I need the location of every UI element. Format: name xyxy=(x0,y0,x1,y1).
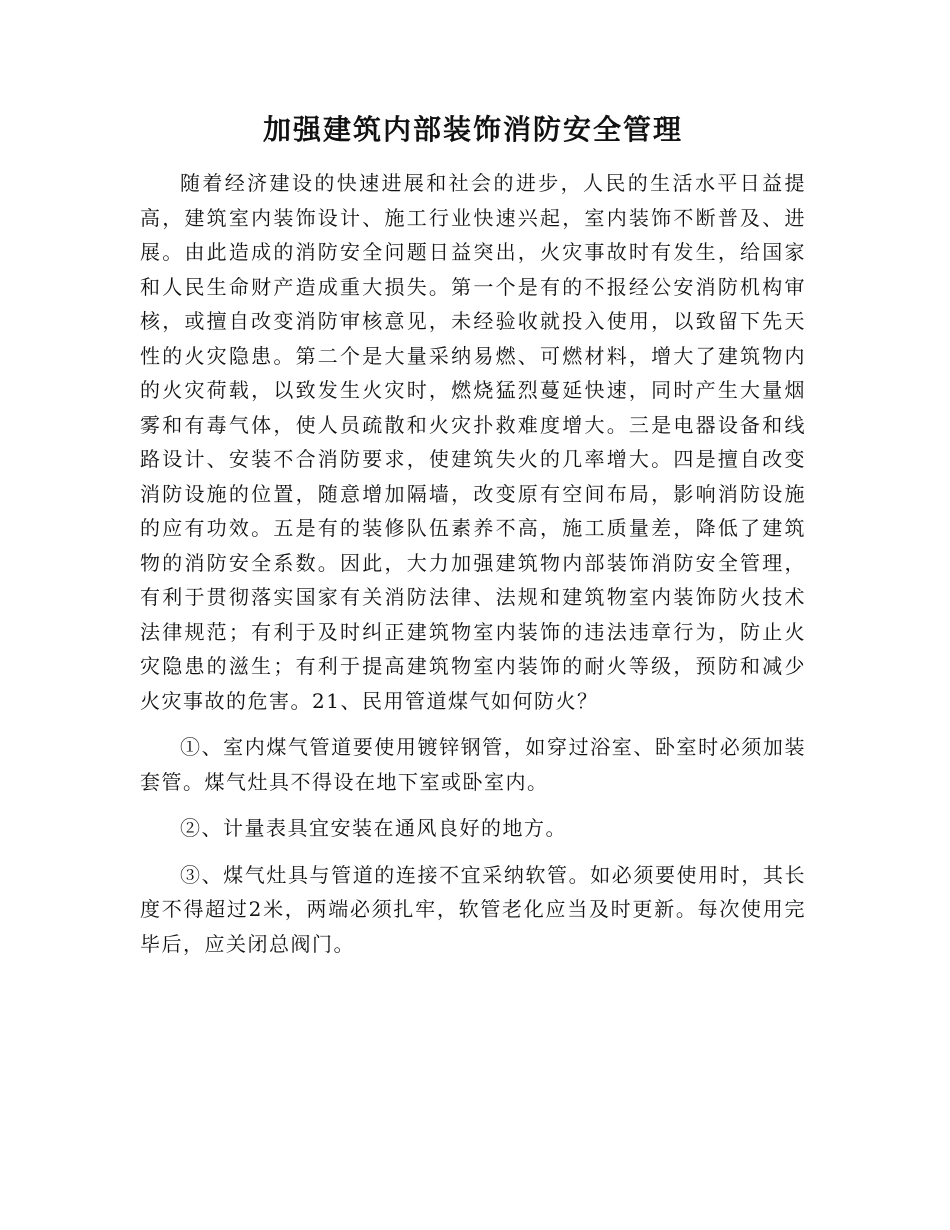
document-page xyxy=(140,110,806,973)
paragraph-item-3: ③、煤气灶具与管道的连接不宜采纳软管。如必须要使用时，其长度不得超过2米，两端必须扎牢，软管老化应当及时更新。每次使用完毕后，应关闭总阀门。 xyxy=(140,862,806,956)
paragraph-item-2: ②、计量表具宜安装在通风良好的地方。 xyxy=(180,816,567,840)
paragraph-intro: 随着经济建设的快速进展和社会的进步，人民的生活水平日益提高，建筑室内装饰设计、施工行业快速兴起，室内装饰不断普及、进展。由此造成的消防安全问题日益突出，火灾事故时有发生，给国家和人民生命财产造成重大损失。第一个是有的不报经公安消防机构审核，或擅自改变消防审核意见，未经验收就投入使用，以致留下先天性的火灾隐患。第二个是大量采纳易燃、可燃材料，增大了建筑物内的火灾荷载，以致发生火灾时，燃烧猛烈蔓延快速，同时产生大量烟雾和有毒气体，使人员疏散和火灾扑救难度增大。三是电器设备和线路设计、安装不合消防要求，使建筑失火的几率增大。四是擅自改变消防设施的位置，随意增加隔墙，改变原有空间布局，影响消防设施的应有功效。五是有的装修队伍素养不高，施工质量差，降低了建筑物的消防安全系数。因此，大力加强建筑物内部装饰消防安全管理，有利于贯彻落实国家有关消防法律、法规和建筑物室内装饰防火技术法律规范；有利于及时纠正建筑物室内装饰的违法违章行为，防止火灾隐患的滋生；有利于提高建筑物室内装饰的耐火等级，预防和减少火灾事故的危害。21、民用管道煤气如何防火？ xyxy=(140,171,806,713)
paragraph-item-1: ①、室内煤气管道要使用镀锌钢管，如穿过浴室、卧室时必须加装套管。煤气灶具不得设在地下室或卧室内。 xyxy=(140,735,806,794)
document-title: 加强建筑内部装饰消防安全管理 xyxy=(262,113,683,146)
